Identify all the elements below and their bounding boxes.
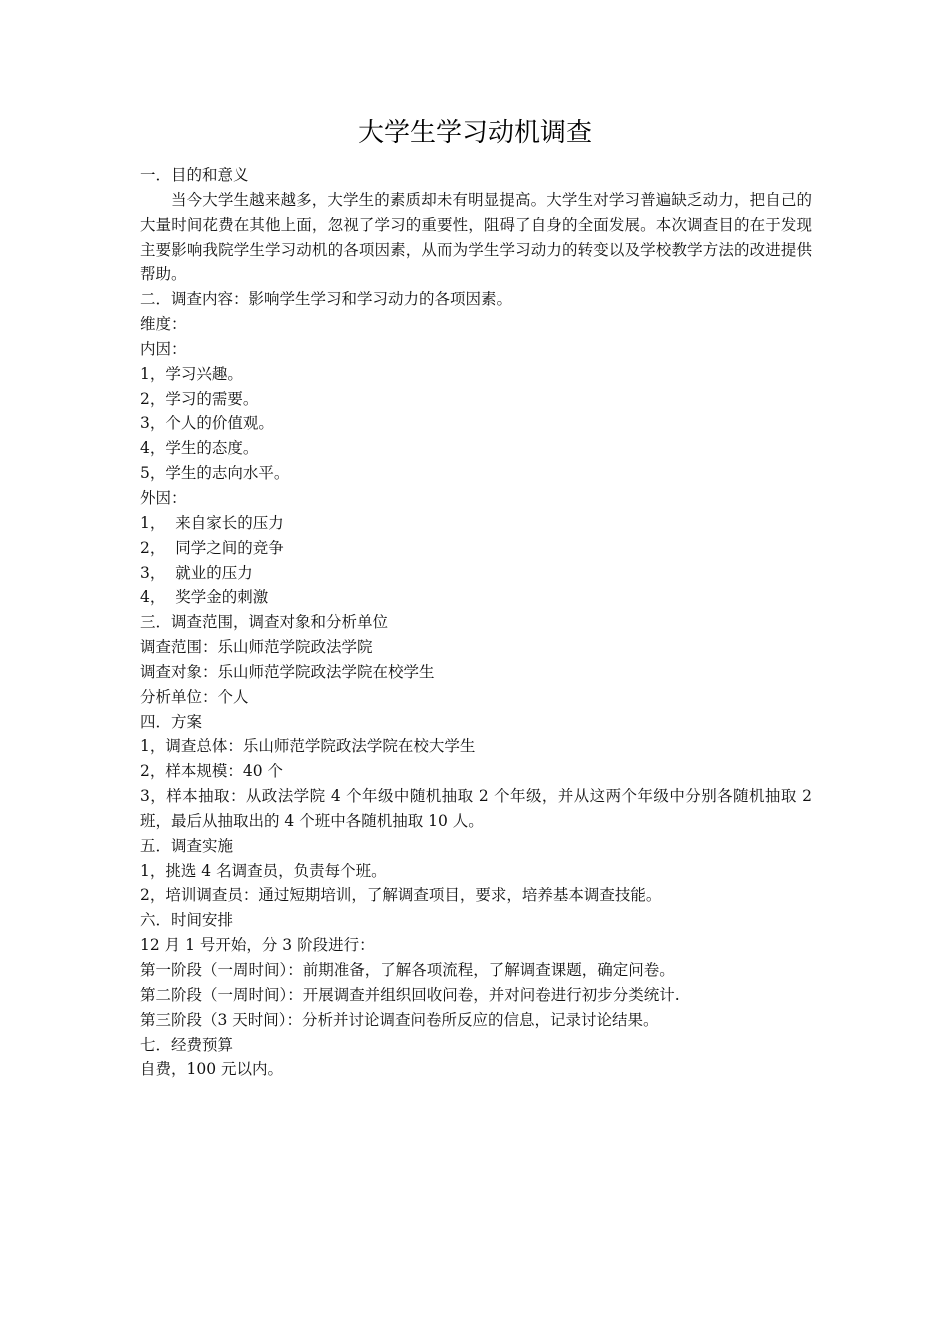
- external-factor-item: 3， 就业的压力: [140, 563, 253, 582]
- budget-text: 自费，100 元以内。: [140, 1060, 284, 1079]
- external-factor-item: 1， 来自家长的压力: [140, 513, 284, 532]
- survey-scope: 调查范围：乐山师范学院政法学院: [140, 638, 373, 657]
- internal-factor-item: 3，个人的价值观。: [140, 414, 274, 433]
- section-2-heading: 二．调查内容：影响学生学习和学习动力的各项因素。: [140, 290, 513, 309]
- section-6-heading: 六．时间安排: [140, 911, 234, 930]
- implementation-item: 1，挑选 4 名调查员，负责每个班。: [140, 861, 387, 880]
- plan-item: 3，样本抽取：从政法学院 4 个年级中随机抽取 2 个年级，并从这两个年级中分别各随机抽取 2 班，最后从抽取出的 4 个班中各随机抽取 10 人。: [140, 787, 812, 830]
- external-factors-label: 外因：: [140, 488, 187, 507]
- section-1-paragraph: 当今大学生越来越多，大学生的素质却未有明显提高。大学生对学习普遍缺乏动力，把自己的大量时间花费在其他上面，忽视了学习的重要性，阻碍了自身的全面发展。本次调查目的在于发现主要影响我院学生学习动机的各项因素，从而为学生学习动力的转变以及学校教学方法的改进提供帮助。: [140, 190, 812, 284]
- document-body: [140, 163, 812, 1082]
- internal-factor-item: 4，学生的态度。: [140, 439, 259, 458]
- implementation-item: 2，培训调查员：通过短期培训，了解调查项目，要求，培养基本调查技能。: [140, 886, 662, 905]
- survey-target: 调查对象：乐山师范学院政法学院在校学生: [140, 662, 435, 681]
- internal-factor-item: 5，学生的志向水平。: [140, 464, 290, 483]
- internal-factors-label: 内因：: [140, 339, 187, 358]
- external-factor-item: 2， 同学之间的竞争: [140, 538, 284, 557]
- plan-item: 2，样本规模：40 个: [140, 762, 284, 781]
- schedule-phase: 第一阶段（一周时间）：前期准备，了解各项流程，了解调查课题，确定问卷。: [140, 961, 675, 979]
- internal-factor-item: 2，学习的需要。: [140, 389, 259, 408]
- section-7-heading: 七．经费预算: [140, 1035, 234, 1054]
- document-title: 大学生学习动机调查: [357, 118, 592, 148]
- section-1-heading: 一．目的和意义: [140, 166, 249, 184]
- schedule-phase: 第三阶段（3 天时间）：分析并讨论调查问卷所反应的信息，记录讨论结果。: [140, 1010, 659, 1029]
- external-factor-item: 4， 奖学金的刺激: [140, 588, 269, 607]
- section-3-heading: 三．调查范围，调查对象和分析单位: [140, 613, 389, 632]
- schedule-phase: 第二阶段（一周时间）：开展调查并组织回收问卷，并对问卷进行初步分类统计.: [140, 985, 680, 1004]
- internal-factor-item: 1，学习兴趣。: [140, 364, 243, 383]
- section-5-heading: 五．调查实施: [140, 836, 234, 855]
- analysis-unit: 分析单位：个人: [140, 687, 249, 706]
- section-4-heading: 四．方案: [140, 712, 203, 731]
- schedule-intro: 12 月 1 号开始，分 3 阶段进行：: [140, 936, 375, 955]
- dimension-label: 维度：: [140, 315, 187, 334]
- plan-item: 1，调查总体：乐山师范学院政法学院在校大学生: [140, 737, 476, 756]
